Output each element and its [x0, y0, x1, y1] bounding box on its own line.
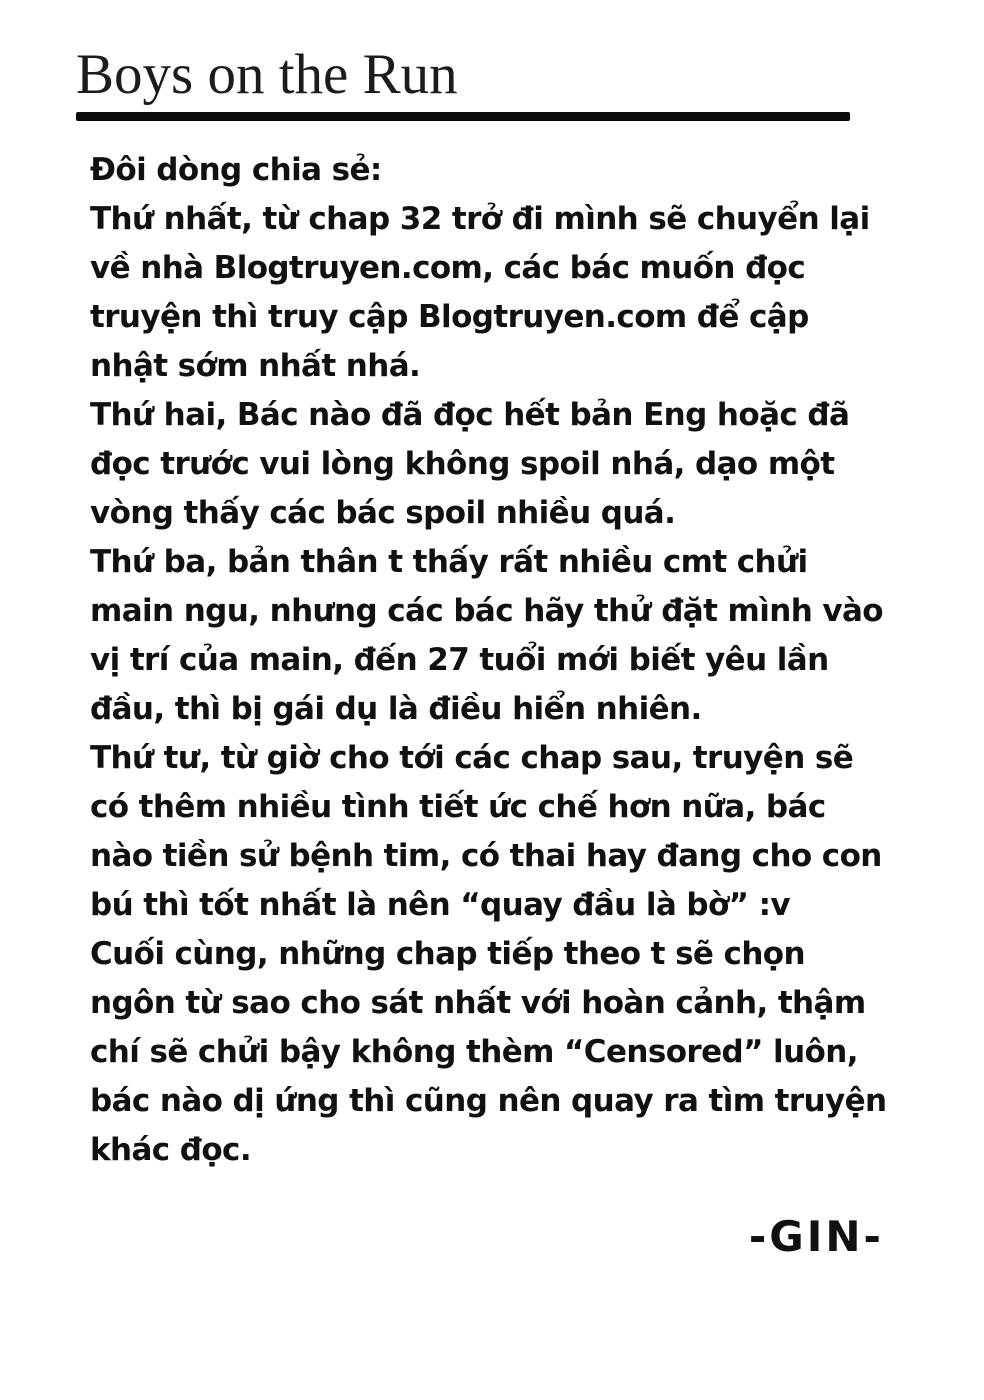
note-line: Thứ ba, bản thân t thấy rất nhiều cmt chửi [90, 544, 808, 580]
note-line: truyện thì truy cập Blogtruyen.com để cập [90, 299, 809, 335]
note-line: đầu, thì bị gái dụ là điều hiển nhiên. [90, 691, 702, 727]
note-line: khác đọc. [90, 1132, 252, 1168]
note-line: nào tiền sử bệnh tim, có thai hay đang cho con [90, 838, 882, 874]
note-line: Cuối cùng, những chap tiếp theo t sẽ chọn [90, 936, 805, 972]
note-line: chí sẽ chửi bậy không thèm “Censored” luôn, [90, 1034, 858, 1070]
page-title: Boys on the Run [76, 43, 458, 106]
note-line: có thêm nhiều tình tiết ức chế hơn nữa, bác [90, 789, 826, 825]
note-line: ngôn từ sao cho sát nhất với hoàn cảnh, thậm [90, 985, 866, 1021]
note-line: Thứ tư, từ giờ cho tới các chap sau, truyện sẽ [90, 740, 854, 776]
note-line: Thứ nhất, từ chap 32 trở đi mình sẽ chuyển lại [90, 201, 870, 237]
note-intro-line: Đôi dòng chia sẻ: [90, 152, 382, 188]
note-line: main ngu, nhưng các bác hãy thử đặt mình vào [90, 593, 883, 629]
note-line: nhật sớm nhất nhá. [90, 348, 421, 384]
note-line: vòng thấy các bác spoil nhiều quá. [90, 495, 676, 531]
note-line: bú thì tốt nhất là nên “quay đầu là bờ” :v [90, 887, 791, 923]
note-line: bác nào dị ứng thì cũng nên quay ra tìm truyện [90, 1083, 887, 1119]
note-line: Thứ hai, Bác nào đã đọc hết bản Eng hoặc đã [90, 397, 850, 433]
note-line: đọc trước vui lòng không spoil nhá, dạo một [90, 446, 835, 482]
note-line: vị trí của main, đến 27 tuổi mới biết yêu lần [90, 642, 829, 678]
translator-signature: -GIN- [748, 1212, 884, 1261]
note-line: về nhà Blogtruyen.com, các bác muốn đọc [90, 250, 806, 286]
translator-note [90, 146, 930, 1175]
title-underline-rule [76, 112, 850, 121]
